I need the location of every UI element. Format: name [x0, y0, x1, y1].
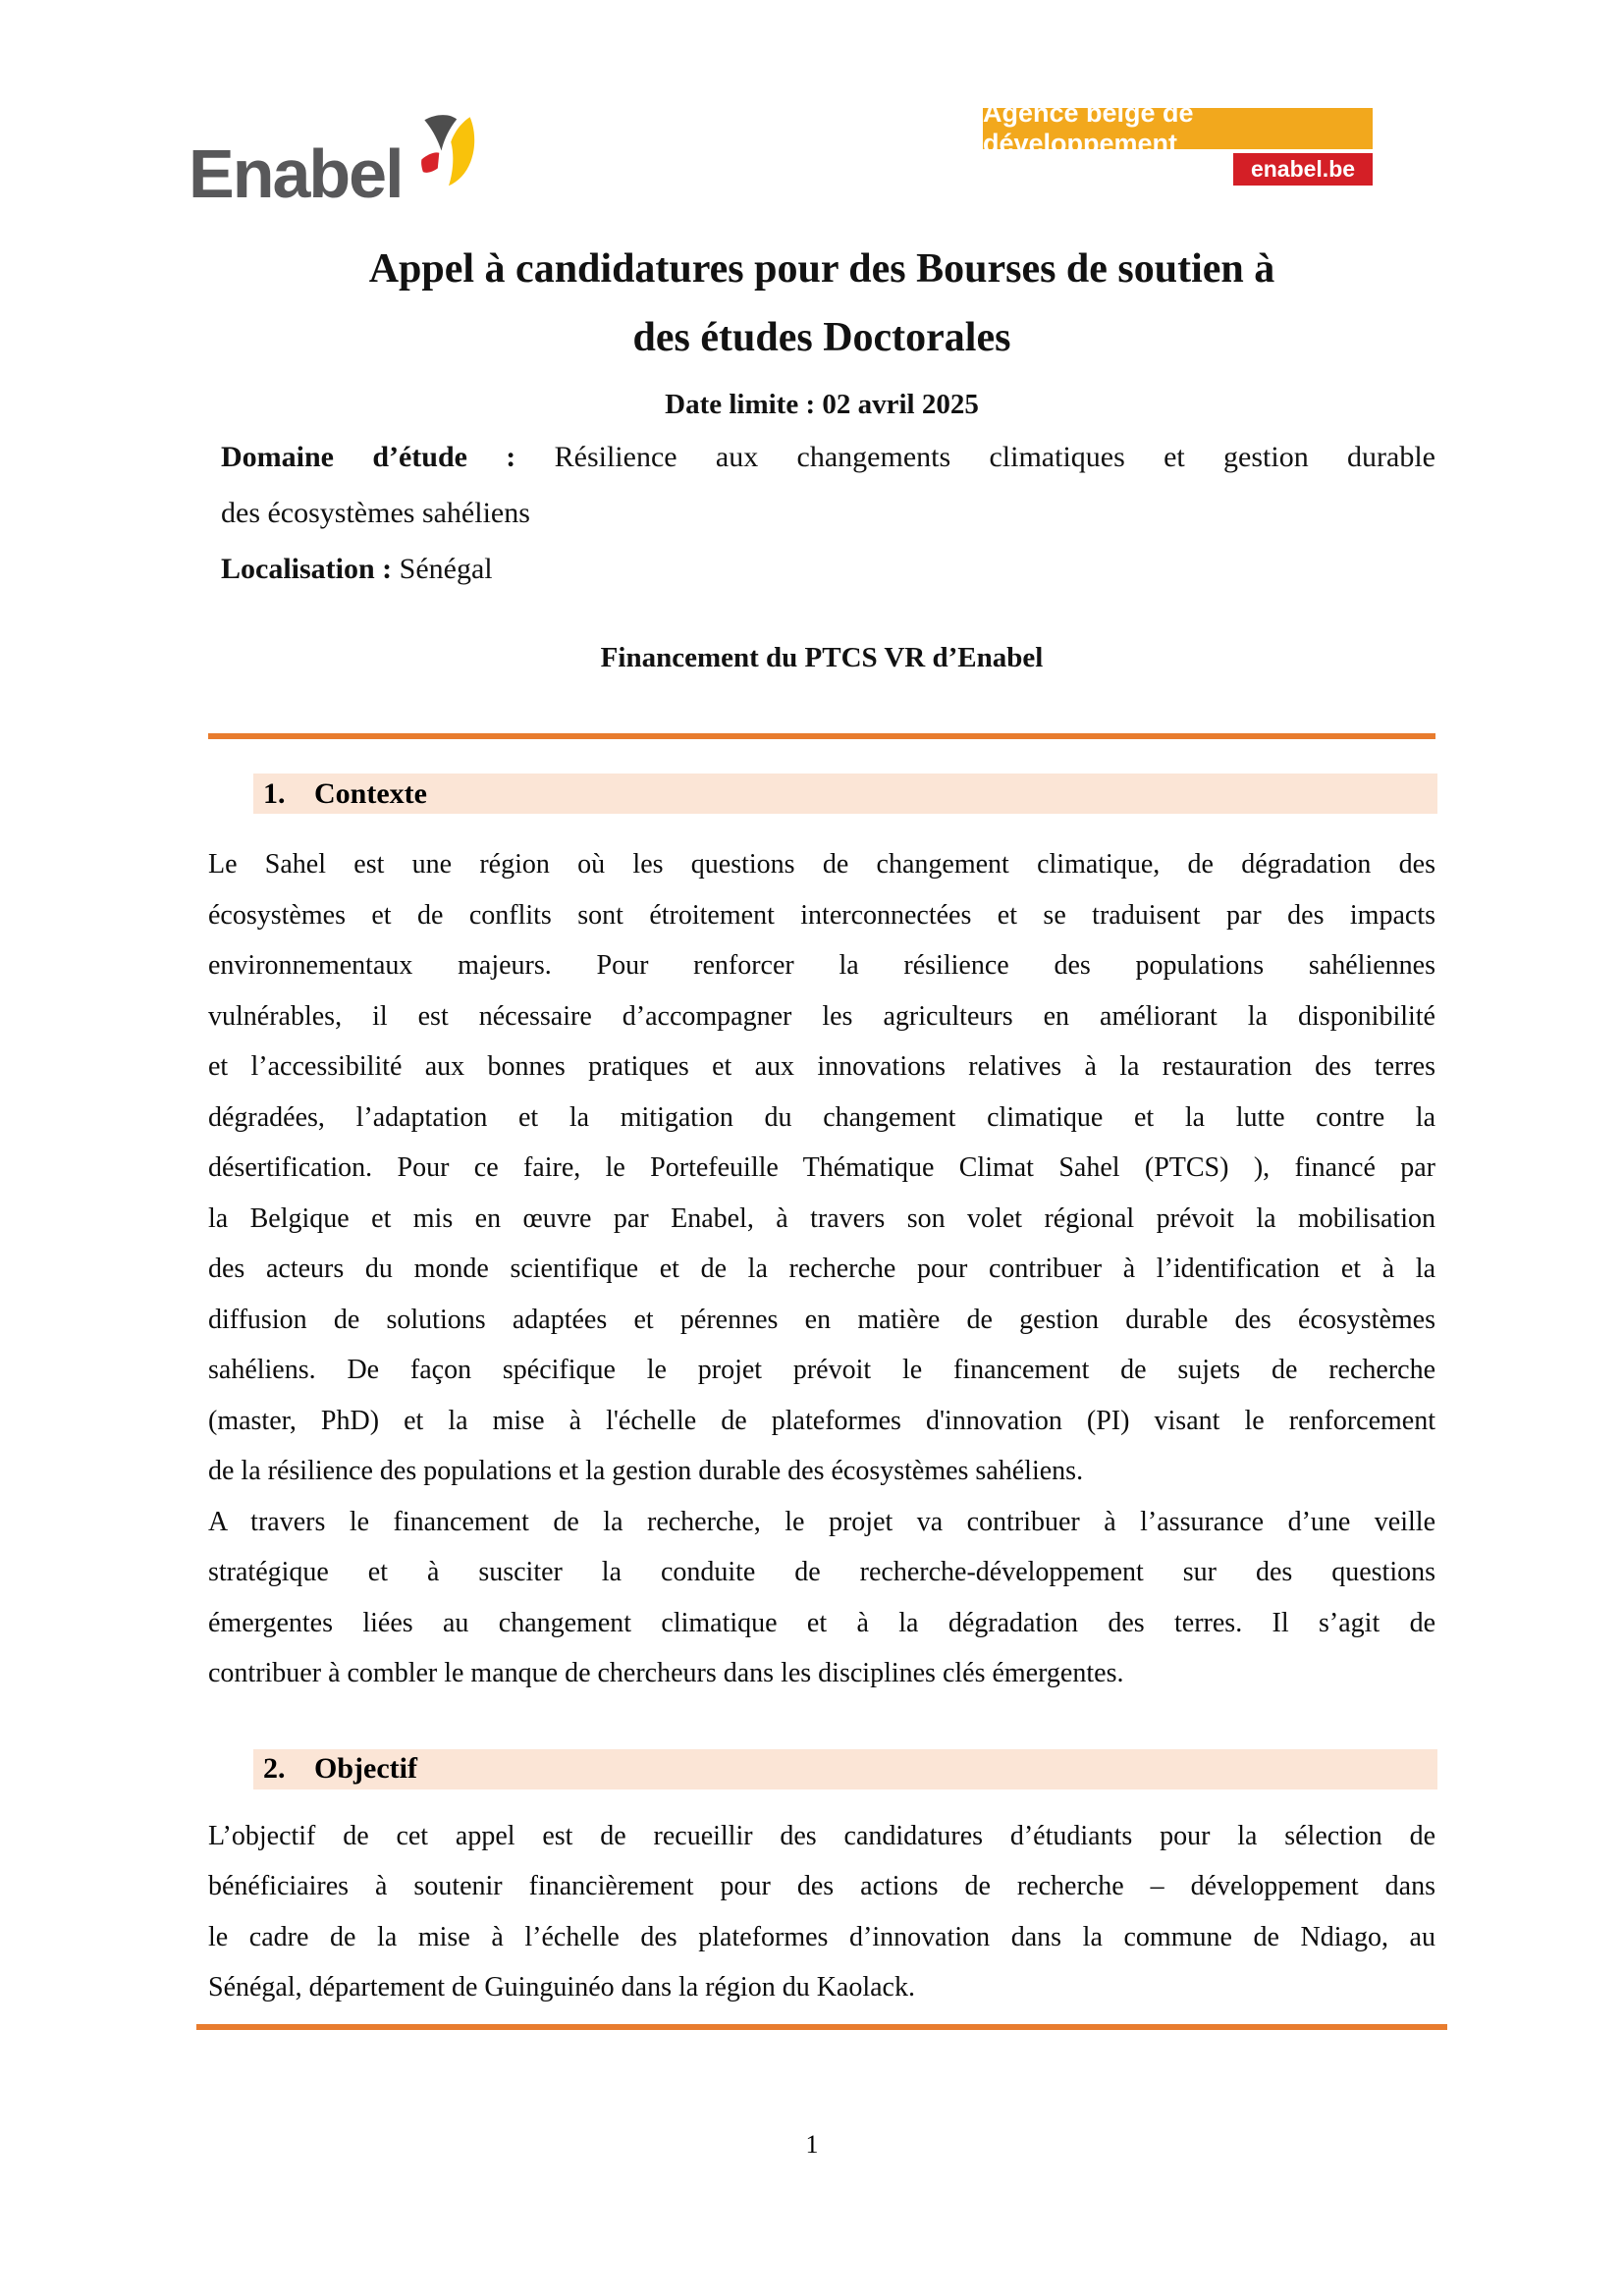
- text-line: diffusion de solutions adaptées et pérennes en matière de gestion durable des écosystèmes: [208, 1304, 1435, 1335]
- domain-label: Domaine d’étude :: [221, 441, 516, 473]
- text-line: L’objectif de cet appel est de recueillir des candidatures d’étudiants pour la sélection de: [208, 1820, 1435, 1851]
- text-line: sahéliens. De façon spécifique le projet prévoit le financement de sujets de recherche: [208, 1355, 1435, 1385]
- meta-block: [208, 429, 1435, 597]
- enabel-bird-icon: [406, 102, 486, 202]
- text-line: écosystèmes et de conflits sont étroitement interconnectées et se traduisent par des impacts: [208, 899, 1435, 931]
- text-line: le cadre de la mise à l’échelle des plateformes d’innovation dans la commune de Ndiago, au: [208, 1921, 1435, 1952]
- paragraph-contexte-2: [208, 1497, 1435, 1699]
- text-line: (master, PhD) et la mise à l'échelle de plateformes d'innovation (PI) visant le renforcement: [208, 1405, 1435, 1436]
- section-divider-top: [208, 733, 1435, 739]
- location-value: Sénégal: [399, 553, 493, 585]
- text-line: des acteurs du monde scientifique et de la recherche pour contribuer à l’identification et à la: [208, 1254, 1435, 1284]
- text-line: Le Sahel est une région où les questions de changement climatique, de dégradation des: [208, 849, 1435, 880]
- section-number: 2.: [263, 1752, 286, 1785]
- section-divider-bottom: [196, 2024, 1447, 2030]
- domain-line1: [221, 429, 1435, 485]
- text-line: stratégique et à susciter la conduite de recherche-développement sur des questions: [208, 1557, 1435, 1587]
- deadline-text: Date limite : 02 avril 2025: [665, 389, 979, 420]
- section-title: Objectif: [314, 1752, 417, 1785]
- document-title-line1: Appel à candidatures pour des Bourses de soutien à: [368, 246, 1275, 292]
- page-number: 1: [805, 2130, 819, 2159]
- section-heading-contexte: [253, 774, 1437, 814]
- text-line: contribuer à combler le manque de chercheurs dans les disciplines clés émergentes.: [208, 1658, 1124, 1688]
- enabel-logo-text: Enabel: [189, 135, 403, 212]
- domain-value-part1: Résilience aux changements climatiques et gestion durable: [554, 441, 1435, 473]
- text-line: désertification. Pour ce faire, le Portefeuille Thématique Climat Sahel (PTCS) ), financé par: [208, 1152, 1435, 1183]
- section-title: Contexte: [314, 776, 427, 810]
- location-label: Localisation :: [221, 553, 393, 585]
- document-title-line2: des études Doctorales: [632, 315, 1011, 360]
- text-line: Sénégal, département de Guinguinéo dans la région du Kaolack.: [208, 1972, 915, 2002]
- agency-banner: [983, 98, 1373, 158]
- text-line: dégradées, l’adaptation et la mitigation du changement climatique et la lutte contre la: [208, 1101, 1435, 1133]
- website-banner: [1233, 153, 1373, 186]
- funding-text: Financement du PTCS VR d’Enabel: [600, 642, 1044, 673]
- enabel-logo: [189, 96, 493, 214]
- text-line: de la résilience des populations et la gestion durable des écosystèmes sahéliens.: [208, 1456, 1084, 1486]
- paragraph-objectif: [208, 1811, 1435, 2013]
- text-line: la Belgique et mis en œuvre par Enabel, à travers son volet régional prévoit la mobilisation: [208, 1202, 1435, 1234]
- text-line: et l’accessibilité aux bonnes pratiques et aux innovations relatives à la restauration des terres: [208, 1051, 1435, 1082]
- paragraph-contexte-1: [208, 839, 1435, 1497]
- text-line: A travers le financement de la recherche, le projet va contribuer à l’assurance d’une veille: [208, 1506, 1435, 1537]
- text-line: émergentes liées au changement climatique et à la dégradation des terres. Il s’agit de: [208, 1607, 1435, 1638]
- section-number: 1.: [263, 776, 286, 810]
- section-heading-objectif: [253, 1749, 1437, 1789]
- text-line: bénéficiaires à soutenir financièrement pour des actions de recherche – développement dans: [208, 1871, 1435, 1901]
- location-line: [221, 541, 1435, 597]
- document-content: [208, 235, 1435, 2030]
- website-banner-label: enabel.be: [1250, 156, 1356, 182]
- domain-line2: des écosystèmes sahéliens: [221, 497, 530, 529]
- text-line: environnementaux majeurs. Pour renforcer la résilience des populations sahéliennes: [208, 950, 1435, 981]
- agency-banner-label: Agence belge de développement: [983, 98, 1194, 158]
- text-line: vulnérables, il est nécessaire d’accompagner les agriculteurs en améliorant la disponibilité: [208, 1000, 1435, 1032]
